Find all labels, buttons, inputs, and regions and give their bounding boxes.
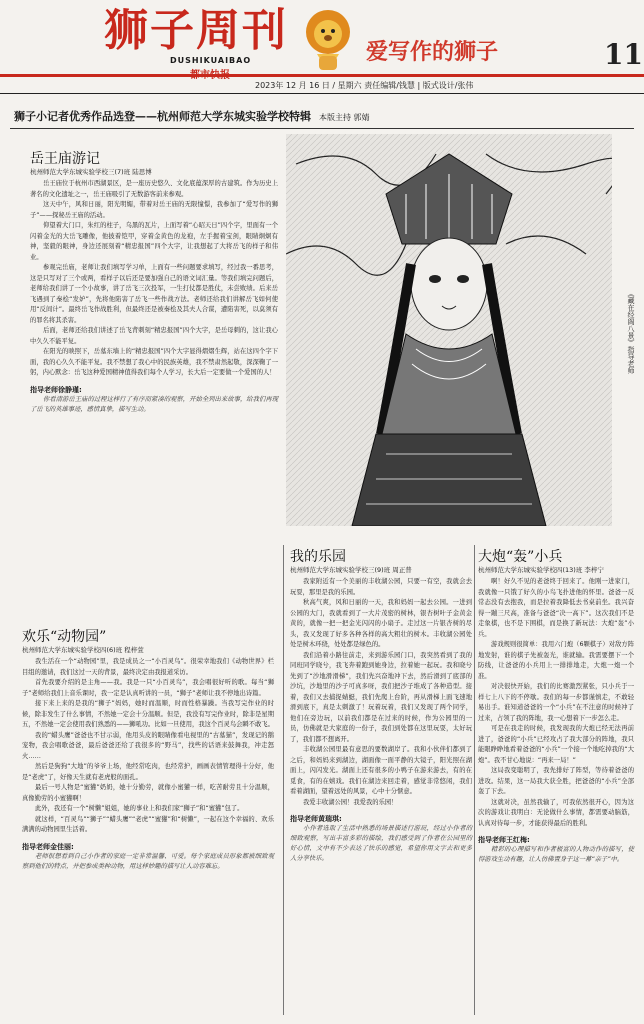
masthead: [0, 0, 644, 100]
article-title: 欢乐“动物园”: [22, 629, 107, 645]
article-happy-zoo: [22, 628, 274, 872]
paragraph: 可是在我走的时候，我发现我的大炮已经无法再前进了，爸爸的“小兵”已经攻占了我大部分的阵地，我只能眼睁睁地看着爸爸的“小兵”一个接一个地吃掉我的“大炮”。我不甘心地说：“再来一局！”: [478, 725, 634, 764]
paragraph: 我生活在一个“动物园”里，我是成员之一“小百灵鸟”。很荣幸地我们《动物世界》栏目组的邀请，我们这过一天的背景，最终决定由我报道采访。: [22, 658, 274, 676]
teacher-comment: 你看清游岳王庙的过程这样行了有序而紧凑的观察，开始全列出来故事，给我们再现了岳飞的英雄事迹，感情真挚，描写生动。: [30, 395, 278, 413]
paragraph: 我家附近有一个美丽的丰收湖公园，只要一有空，我就会去玩耍，那里是我的乐园。: [290, 578, 472, 596]
paragraph: 仰望着大门口，朱红的柱子，乌黑的瓦片，上面写着“心昭天日”四个字，里面有一个闪着金光的大岳飞雕像，他披着铠甲，穿着金黄色的龙袍，左手握着宝剑，眼睛炯炯有神，坚毅的眼神，身边还展刻着“精忠报国”四个大字，让我想起了大将岳飞的样子和伟业。: [30, 222, 278, 261]
masthead-rule: [0, 74, 644, 77]
paragraph: 岳王庙位于杭州市西湖景区，是一座历史悠久、文化底蕴深厚的古建筑。作为历史上著名的文化遗址之一，岳王庙吸引了无数游客前来参观。: [30, 180, 278, 198]
page-number: 11: [604, 38, 643, 71]
illustration-caption: 《藏在经阁八景》指导老师: [627, 290, 635, 374]
paragraph: 此外，我还有一个“树懒”姐姐，她的事业上和我们家“狮子”和“蜜獾”包了。: [35, 805, 244, 812]
paragraph: 首先我要介绍的是主角——我。我是一只“小百灵鸟”，我会唱很好听的歌。每当“狮子”老师给我们上音乐课时，我一定是认真听讲的一员，“狮子”老师让我不停地出诗篇。: [22, 679, 274, 697]
article-yuewang-temple: [30, 150, 278, 415]
banner-title: 狮子小记者优秀作品选登——杭州师范大学东城实验学校特辑: [14, 110, 311, 123]
paragraph: 丰收湖公园里最有意思的要数湖岸了。我和小伙伴们都到了之后，和妈妈来到湖边，湖面像一面平静的大镜子，阳光照在湖面上，闪闪发光。湖面上还有很多的小鸭子在游来游去，有的在觅食，有的在嬉戏。我们在湖边来回走着，感觉非常悠闲，我们看着湖面，望着远处的风景，心中十分惬意。: [290, 746, 472, 795]
lion-logo-icon: [303, 4, 353, 74]
masthead-title-part1: 狮子: [104, 5, 196, 56]
paragraph: 游戏规则很简单：我用六门炮（6颗棋子）对敌方阵地发射，谁的棋子先被轰光，谁就输。我需要摆下一个防线，让爸爸的小兵用上一排排地走，大炮一炮一个准。: [478, 641, 634, 680]
paragraph: 我爱丰收湖公园！我爱我的乐园！: [303, 798, 398, 806]
article-cannon-soldier: [478, 548, 634, 865]
paragraph: 我的“蜡头鹰”爸爸也不甘示弱，他用头皮的眼睛像看电视里的“古墓猫”，发现记的鹅宠物，我会唱歌爸爸，最后爸爸还给了我很多的“野马”，找些的话语来鼓舞我，冲走怒火……: [22, 731, 274, 760]
teacher-comment: 老师很想看到自己小作者的家庭一定非常温馨、可爱。每个家庭成员形象都被细致观察到他们的特点，并把参成类种动物，用这样妙趣的描写让人动容难忘。: [22, 852, 274, 870]
article-author: 杭州师范大学东城实验学校三(7)班 陆思博: [30, 168, 152, 176]
teacher-comment-title: 指导老师黄瑞琪:: [290, 815, 342, 823]
theme-title: 爱写作的狮子: [366, 39, 499, 65]
teacher-comment: 精彩的心理描写和作者极富的人物动作的描写，使得游戏生动有趣，让人仿佛置身于这一幕“亲子”中。: [478, 846, 634, 863]
masthead-title-part2: 周刊: [196, 5, 288, 56]
dateline: 2023年 12 月 16 日 / 星期六 责任编辑/钱慧 | 版式设计/张伟: [255, 81, 474, 90]
article-author: 杭州师范大学东城实验学校三(9)班 周正普: [290, 566, 412, 574]
paragraph: 对决很快开始，我们的比赛激烈紧张，只小兵于一样七上八下的不停歇。我们的每一步都谨慎走，不敢轻易出手。谁知道爸爸的一个“小兵”在不注意的时候冲了过来，占领了我的阵地，我一心想着下一步怎么走。: [478, 683, 634, 722]
article-title: 岳王庙游记: [30, 151, 100, 167]
teacher-comment: 小作者选取了生活中熟悉的场景描述行游玩，经过小作者的细致观察，写出丰富多彩的描绘，我们感受到了作者在公园里的好心情，文中有不少表达了快乐的感觉，希望你用文字去和更多人分享快乐。: [290, 825, 472, 862]
column-divider: [474, 545, 475, 1015]
article-my-paradise: [290, 548, 472, 864]
teacher-comment-title: 指导老师王红梅:: [478, 836, 530, 844]
teacher-comment-title: 指导老师金佳丽:: [22, 842, 74, 851]
paragraph: 参观完岳庙，老师让我们填写学习单，上面有一些问题要求填写，经过我一番思考，这是只写对了三个或两，看样子以后还是要加强自己的语文词汇量。等我们填完问题后，老师给我们讲了一个小故事，讲了岳飞三次投军，一生打仗都是胜仗，未尝败绩。后来岳飞遇到了秦桧“发妒”，先将他陷害了岳飞一些作战方法。老师还给我们讲解岳飞如何使用“反间计”。最终岳飞作战胜利，但最终还是被秦桧及其夫人合谋，遭陷害死，以莫须有的罪名将其杀害。: [30, 264, 278, 324]
paragraph: 这局我变聪明了，我先排好了阵型，等待着爸爸的进攻。结果，这一局我大获全胜，把爸爸的“小兵”全部轰了下去。: [478, 767, 634, 795]
paragraph: 这就对决，虽然我输了，可我依然很开心，因为这次的游戏让我明白：无论做什么事情，都需要动脑筋，认真对待每一步，才能获得最后的胜利。: [478, 798, 634, 827]
paragraph: 在阳光的映照下，岳墓东墙上的“精忠报国”四个大字显得熠熠生辉，站在这四个字下面，我的心久久不能平复。我不禁想了我心中的民族英雄，我不禁肃然起敬，深深鞠了一躬，内心默念：岳飞这种爱国精神值得我们每个人学习，长大后一定要做一个爱国的人！: [30, 348, 278, 376]
article-author: 杭州师范大学东城实验学校四(13)班 李梓宁: [478, 566, 604, 574]
banner: [14, 108, 370, 124]
banner-byline: 本版主持 郭婧: [319, 113, 370, 122]
teacher-comment-title: 指导老师徐静瑾:: [30, 385, 82, 394]
paragraph: 啊！好久不见的老爸终于回来了。他刚一进家门，我就像一只饿了好久的小鸟飞扑进他的怀里。爸爸一反常态没有去抱我，而是拉着我降低去书桌前坐。我兴奋得一蹦三尺高，准备与爸爸“决一高下”。这次我们不是走象棋，也不是下围棋，而是换了新玩法：大炮“轰”小兵。: [478, 578, 634, 638]
paragraph: 就这样，“百灵鸟”“狮子”“蜡头鹰”“老虎”“蜜獾”和“树懒”，一起在这个幸福的、欢乐满满的动物园里生活着。: [22, 815, 274, 833]
paragraph: 秋高气爽，风和日丽的一天，我和妈妈一起去公园。一进到公园的大门，我就看到了一大片茂密的树林，银杏树叶子金黄金黄的，就像一把一把金光闪闪的小扇子。走过这一片银杏树的尽头，我又发现了好多各种各样的高大粗壮的树木。丰收湖公园处处是树木环绕，处处都是绿色的。: [290, 599, 472, 648]
article-author: 杭州师范大学东城实验学校四(6)班 程梓萱: [22, 646, 144, 654]
masthead-title: [104, 6, 288, 56]
masthead-divider: [0, 93, 644, 94]
article-title: 大炮“轰”小兵: [478, 549, 563, 565]
banner-divider: [10, 128, 634, 129]
paragraph: 接下来上来的是我的“狮子”妈妈，她时而温顺，时而性格暴躁。当我写完作业的时候，除非发生了什么事情，不然她一定会十分温顺。但是，我没有写完作业时，除非是星期五，不然她一定会使用我们熟悉的——狮吼功。比如一旦使用，我这个百灵鸟会瞬不敢飞。: [22, 700, 274, 728]
article-title: 我的乐园: [290, 549, 346, 565]
illustration-girl-drawing: [286, 134, 612, 526]
column-divider: [283, 545, 284, 1015]
paragraph: 这天中午，风和日丽，阳光明媚，带着对岳王庙的无限憧憬，我参加了“爱写作的狮子”——探秘岳王庙的活动。: [30, 201, 278, 219]
paragraph: 后面，老师还给我们讲述了岳飞背刺刻“精忠报国”四个大字，是岳母刺的，这让我心中久久不能平复。: [30, 327, 278, 345]
paragraph: 我们沿着小路往前走，来到游乐园门口，我突然看到了我的同班同学晓兮，我飞奔着跑到她身边，拉着她一起玩。我和晓兮先到了“沙地滑滑梯”，我们先兴奋地冲下去，然后滑到了底部的沙坑，沙地里的沙子可真多呀，我们把沙子堆成了各种造型。接着，我们又去捕捉蜻蜓，我们先爬上台阶，再从滑梯上面飞速地滑到底下，真是太刺激了！玩着玩着，我们又发现了两个同学，他们在旁边玩，以前我们都是在过来的时候，作为公园里的一员，仿佛就是大家庭的一份子，我们到处都在这里玩耍，太好玩了，我们都不想离开。: [290, 651, 472, 743]
masthead-pinyin: DUSHIKUAIBAO: [170, 56, 252, 65]
paragraph: 最后一号人物是“蜜獾”奶奶，她十分勤劳，就像小蜜獾一样，吃苦耐劳且十分温顺，真像勤劳的小蜜獾啊！: [22, 784, 274, 802]
paragraph: 然后是狗狗“大地”的爷爷上场，他经常吃肉，也经常护，画画表情管理得十分好，他是“老虎”了，好像天生就有老虎般的面孔。: [22, 763, 274, 781]
